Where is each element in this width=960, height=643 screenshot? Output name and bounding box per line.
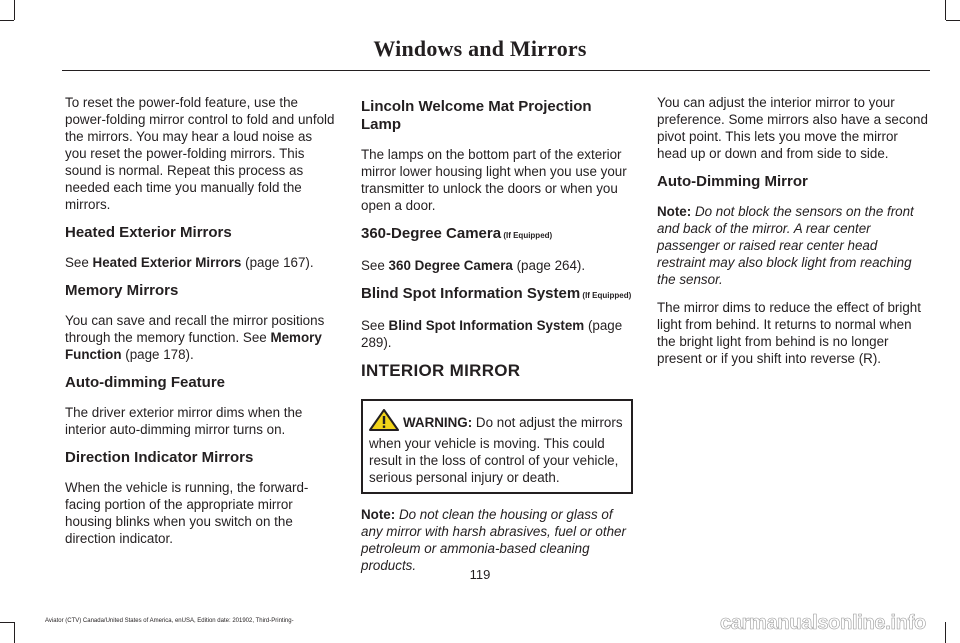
heading-auto-dimming-mirror: Auto-Dimming Mirror bbox=[657, 173, 808, 190]
heading-360-camera: 360-Degree Camera (If Equipped) bbox=[361, 225, 553, 242]
heading-memory-mirrors: Memory Mirrors bbox=[65, 282, 179, 299]
memory-mirrors-paragraph: You can save and recall the mirror positions through the memory function. See Memory Function (page 178). bbox=[65, 313, 325, 362]
page-title: Windows and Mirrors bbox=[373, 36, 587, 61]
crop-mark bbox=[0, 20, 14, 21]
memory-function-link[interactable]: Memory Function bbox=[65, 330, 322, 362]
column-middle bbox=[361, 94, 633, 585]
column-right bbox=[657, 94, 929, 378]
blind-spot-reference: See Blind Spot Information System (page 289). bbox=[361, 318, 623, 350]
crop-mark bbox=[0, 622, 14, 623]
auto-dimming-paragraph: The driver exterior mirror dims when the interior auto-dimming mirror turns on. bbox=[65, 405, 303, 437]
crop-mark bbox=[946, 20, 960, 21]
mirror-dims-paragraph: The mirror dims to reduce the effect of bright light from behind. It returns to normal when the bright light from behind is no longer present or if you shift into reverse (R). bbox=[657, 300, 921, 366]
sensor-note: Note: Do not block the sensors on the front and back of the mirror. A rear center passenger or raised rear center head restraint may also block light from reaching the sensor. bbox=[657, 204, 914, 287]
warning-label: WARNING: bbox=[403, 415, 473, 430]
warning-triangle-icon bbox=[369, 409, 399, 435]
cleaning-note: Note: Do not clean the housing or glass of any mirror with harsh abrasives, fuel or other petroleum or ammonia-based cleaning products. bbox=[361, 507, 626, 573]
360-camera-link[interactable]: 360 Degree Camera bbox=[388, 258, 513, 273]
edition-footer: Aviator (CTV) Canada/United States of America, enUSA, Edition date: 201902, Third-Printing- bbox=[45, 618, 294, 624]
heated-mirrors-link[interactable]: Heated Exterior Mirrors bbox=[92, 255, 242, 270]
blind-spot-link[interactable]: Blind Spot Information System bbox=[388, 318, 585, 333]
warning-box bbox=[361, 399, 633, 494]
note-label: Note: bbox=[361, 507, 396, 522]
heading-welcome-mat-lamp: Lincoln Welcome Mat Projection Lamp bbox=[361, 98, 592, 133]
watermark-logo: carmanualsonline.info bbox=[720, 612, 926, 634]
direction-indicator-paragraph: When the vehicle is running, the forward-facing portion of the appropriate mirror housing blinks when you switch on the direction indicator. bbox=[65, 480, 309, 546]
crop-mark bbox=[945, 0, 946, 20]
heading-heated-exterior-mirrors: Heated Exterior Mirrors bbox=[65, 224, 232, 241]
welcome-mat-paragraph: The lamps on the bottom part of the exterior mirror lower housing light when you use your transmitter to unlock the doors or when you open a door. bbox=[361, 147, 627, 213]
heated-mirrors-reference: See Heated Exterior Mirrors (page 167). bbox=[65, 255, 314, 270]
camera-reference: See 360 Degree Camera (page 264). bbox=[361, 258, 586, 273]
note-label: Note: bbox=[657, 204, 692, 219]
crop-mark bbox=[14, 622, 15, 643]
interior-mirror-adjust-paragraph: You can adjust the interior mirror to your preference. Some mirrors also have a second pivot point. This lets you move the mirror head up or down and from side to side. bbox=[657, 95, 928, 161]
column-left bbox=[65, 94, 337, 558]
crop-mark bbox=[14, 0, 15, 20]
if-equipped-label: (If Equipped) bbox=[501, 231, 553, 240]
heading-blind-spot: Blind Spot Information System (If Equipped) bbox=[361, 285, 632, 302]
if-equipped-label: (If Equipped) bbox=[580, 291, 632, 300]
warning-text: Do not adjust the mirrors when your vehicle is moving. This could result in the loss of control of your vehicle, serious personal injury or death. bbox=[369, 415, 623, 485]
heading-direction-indicator-mirrors: Direction Indicator Mirrors bbox=[65, 449, 254, 466]
heading-auto-dimming-feature: Auto-dimming Feature bbox=[65, 374, 225, 391]
heading-interior-mirror: INTERIOR MIRROR bbox=[361, 361, 521, 380]
power-fold-reset-paragraph: To reset the power-fold feature, use the power-folding mirror control to fold and unfold the mirrors. You may hear a loud noise as you reset the power-folding mirrors. This sound is normal. Repeat this process as needed each time you manually fold the mirrors. bbox=[65, 95, 335, 212]
header-rule bbox=[62, 70, 930, 71]
page-number: 119 bbox=[469, 567, 491, 582]
